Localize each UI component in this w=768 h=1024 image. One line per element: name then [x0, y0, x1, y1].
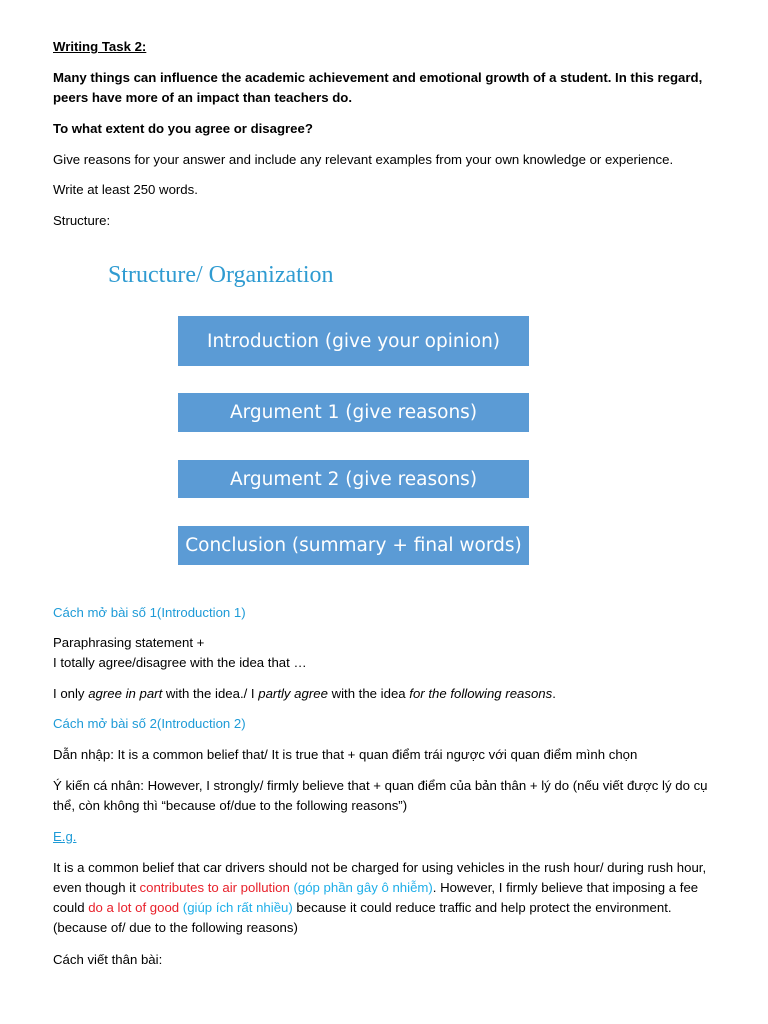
intro1-text: I only — [53, 686, 89, 701]
intro1-partial-agreement — [53, 684, 728, 704]
example-translation: (góp phần gây ô nhiễm) — [293, 880, 433, 895]
example-text: because it could reduce traffic and help protect the environment. (because of/ due to the following reasons) — [53, 900, 672, 935]
question: To what extent do you agree or disagree? — [53, 121, 313, 136]
example-link[interactable]: E.g. — [53, 829, 77, 844]
example-text: It is a common belief that car drivers should not be charged for using vehicles in the rush hour/ during rush hour, even though it — [53, 860, 707, 895]
intro1-heading: Cách mở bài số 1(Introduction 1) — [53, 605, 246, 620]
diagram-box-argument-1: Argument 1 (give reasons) — [178, 393, 529, 432]
intro1-text: with the idea./ I — [162, 686, 259, 701]
word-limit: Write at least 250 words. — [53, 182, 198, 197]
intro1-italic: partly agree — [258, 686, 328, 701]
intro2-opinion: Ý kiến cá nhân: However, I strongly/ firmly believe that + quan điểm của bản thân + lý do (nếu viết được lý do cụ thể, còn không thì “because of/due to the following reasons”) — [53, 778, 708, 813]
structure-label: Structure: — [53, 213, 111, 228]
intro1-template — [53, 633, 728, 673]
example-paragraph — [53, 858, 728, 938]
example-translation: (giúp ích rất nhiều) — [182, 900, 293, 915]
body-heading: Cách viết thân bài: — [53, 952, 163, 967]
intro1-text: with the idea — [327, 686, 410, 701]
intro1-italic: agree in part — [88, 686, 163, 701]
example-highlight-red: do a lot of good — [88, 900, 180, 915]
intro2-lead: Dẫn nhập: It is a common belief that/ It is true that + quan điểm trái ngược với quan điểm mình chọn — [53, 747, 638, 762]
diagram-box-introduction: Introduction (give your opinion) — [178, 316, 529, 366]
intro1-line1: Paraphrasing statement + — [53, 635, 205, 650]
intro1-text: . — [552, 686, 556, 701]
prompt-statement: Many things can influence the academic achievement and emotional growth of a student. In this regard, peers have more of an impact than teachers do. — [53, 70, 703, 105]
intro2-heading: Cách mở bài số 2(Introduction 2) — [53, 716, 246, 731]
diagram-box-argument-2: Argument 2 (give reasons) — [178, 460, 529, 498]
example-label-row — [53, 827, 728, 847]
example-highlight-red: contributes to air pollution — [139, 880, 290, 895]
diagram-title: Structure/ Organization — [108, 262, 334, 288]
intro1-italic: for the following reasons — [409, 686, 553, 701]
task-title: Writing Task 2: — [53, 39, 147, 54]
diagram-box-conclusion: Conclusion (summary + final words) — [178, 526, 529, 565]
example-text: . However, I firmly believe that imposing a fee could — [53, 880, 699, 915]
instructions: Give reasons for your answer and include any relevant examples from your own knowledge or experience. — [53, 152, 674, 167]
intro1-line2: I totally agree/disagree with the idea that … — [53, 655, 307, 670]
